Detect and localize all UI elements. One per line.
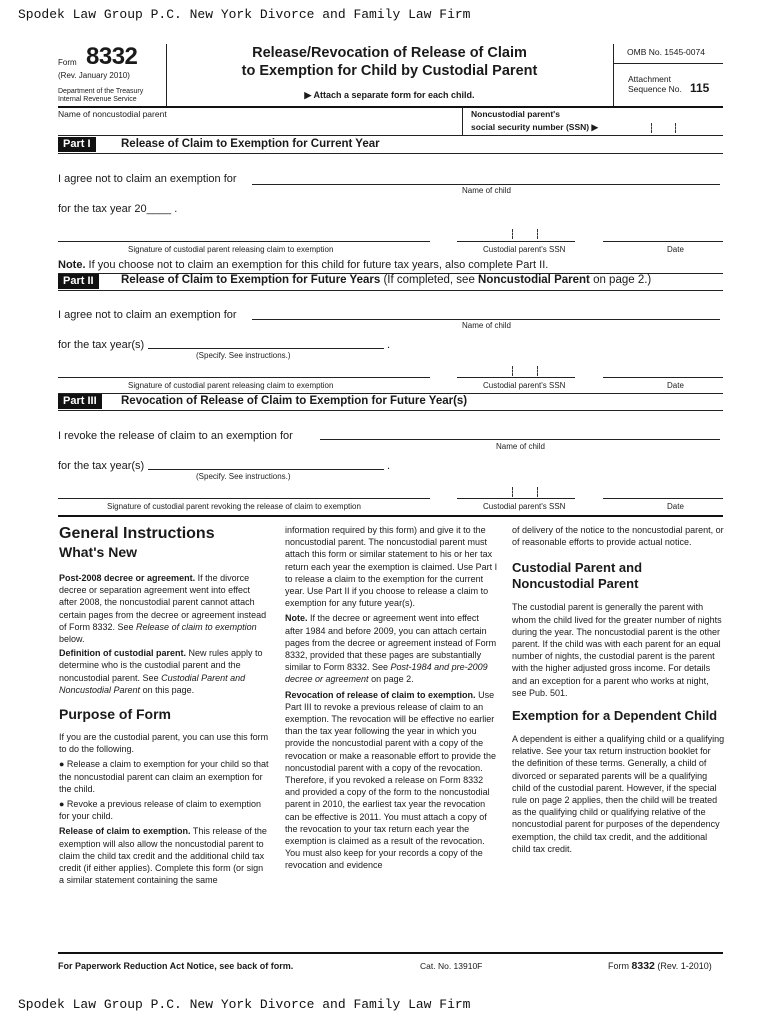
purpose-heading: Purpose of Form xyxy=(59,706,172,723)
part-2-tax-years-field[interactable] xyxy=(148,348,384,349)
column-3-paragraph-1: of delivery of the notice to the noncustodial parent, or of reasonable efforts to provide actual notice. xyxy=(512,525,724,548)
part-3-revoke-text: I revoke the release of claim to an exemption for xyxy=(58,430,293,442)
instructions-column-3 xyxy=(512,524,725,855)
part-1-tax-year-field[interactable]: for the tax year 20____ . xyxy=(58,203,178,215)
custodial-heading: Custodial Parent and Noncustodial Parent xyxy=(512,560,643,592)
exemption-heading: Exemption for a Dependent Child xyxy=(512,708,718,724)
part-1-ssn-caption: Custodial parent's SSN xyxy=(483,245,566,254)
form-title-line2: to Exemption for Child by Custodial Parent xyxy=(241,63,538,79)
part-2-sig-caption: Signature of custodial parent releasing claim to exemption xyxy=(128,381,334,390)
column-2-note: Note. If the decree or agreement went into effect after 1984 and before 2009, you can attach certain pages from the decree or agreement instead of Form 8332, provided that these pages are substantially similar to Form 8332. See Post-1984 and pre-2009 decree or agreement on page 2. xyxy=(285,613,497,685)
instructions-column-1 xyxy=(59,524,269,886)
exemption-paragraph: A dependent is either a qualifying child or a qualifying relative. See your tax return instruction booklet for the definition of these terms. Generally, a child of divorced or separated parents will be a qualifying child of the custodial parent. However, if the special rule on page 2 applies, then the child will be treated as the qualifying child or qualifying relative of the noncustodial parent for purposes of the dependency exemption, the child tax credit, and the additional child tax credit. xyxy=(512,734,725,854)
catalog-number: Cat. No. 13910F xyxy=(420,961,483,971)
noncustodial-name-label: Name of noncustodial parent xyxy=(58,109,167,119)
noncustodial-ssn-label-2: social security number (SSN) ▶ xyxy=(471,122,598,132)
revocation-paragraph: Revocation of release of claim to exemption. Use Part III to revoke a previous release of claim to an exemption. The revocation will be effective no earlier than the tax year following the year in which you provide the noncustodial parent with a copy of the revocation or make a reasonable effort to provide the noncustodial parent with a copy of the revocation. Therefore, if you revoked a release on Form 8332 and provided a copy of the form to the noncustodial parent in 2010, the earliest tax year the revocation can be effective is 2011. You must attach a copy of the revocation to your tax return each year the exemption is claimed as a result of the revocation. You must also keep for your records a copy of the revocation and evidence xyxy=(285,689,496,871)
part-3-ssn-caption: Custodial parent's SSN xyxy=(483,502,566,511)
footer-form-label: Form 8332 (Rev. 1-2010) xyxy=(608,960,712,972)
part-1-tag: Part I xyxy=(58,137,96,152)
form-word: Form xyxy=(58,58,77,67)
part-3-date-field[interactable] xyxy=(603,498,723,499)
part-2-title: Release of Claim to Exemption for Future Years (If completed, see Noncustodial Parent on page 2.) xyxy=(121,274,652,286)
purpose-bullet-1: ● Release a claim to exemption for your child so that the noncustodial parent can claim an exemption for the child. xyxy=(59,759,269,794)
part-2-specify-caption: (Specify. See instructions.) xyxy=(196,351,291,360)
part-1-title: Release of Claim to Exemption for Current Year xyxy=(121,138,380,150)
part-1-ssn-field[interactable] xyxy=(457,241,575,242)
part-3-title: Revocation of Release of Claim to Exemption for Future Year(s) xyxy=(121,395,468,407)
part-2-agree-text: I agree not to claim an exemption for xyxy=(58,309,237,321)
watermark-bottom: Spodek Law Group P.C. New York Divorce and Family Law Firm xyxy=(18,997,471,1012)
watermark-top: Spodek Law Group P.C. New York Divorce and Family Law Firm xyxy=(18,7,471,22)
post-2008-paragraph: Post-2008 decree or agreement. If the divorce decree or separation agreement went into effect after 2008, the noncustodial parent cannot attach certain pages from the decree or agreement instead of Form 8332. See Release of claim to exemption below. xyxy=(59,573,267,645)
part-3-signature-field[interactable] xyxy=(58,498,430,499)
attachment-label: Attachment xyxy=(628,74,671,84)
sequence-number: 115 xyxy=(690,81,710,95)
part-2-period: . xyxy=(387,339,391,351)
part-3-ssn-field[interactable] xyxy=(457,498,575,499)
attach-note: ▶ Attach a separate form for each child. xyxy=(304,90,475,100)
part-3-child-name-caption: Name of child xyxy=(496,442,545,451)
part-2-child-name-caption: Name of child xyxy=(462,321,511,330)
part-2-ssn-field[interactable] xyxy=(457,377,575,378)
part-2-signature-field[interactable] xyxy=(58,377,430,378)
form-number: 8332 xyxy=(86,43,138,70)
irs-label: Internal Revenue Service xyxy=(58,96,137,103)
noncustodial-ssn-label-1: Noncustodial parent's xyxy=(471,109,560,119)
part-1-sig-caption: Signature of custodial parent releasing claim to exemption xyxy=(128,245,334,254)
part-3-sig-caption: Signature of custodial parent revoking the release of claim to exemption xyxy=(107,502,361,511)
purpose-bullet-2: ● Revoke a previous release of claim to exemption for your child. xyxy=(59,799,262,822)
part-3-tax-years-label: for the tax year(s) xyxy=(58,460,145,472)
sequence-label: Sequence No. xyxy=(628,84,682,94)
part-1-signature-field[interactable] xyxy=(58,241,430,242)
part-2-date-field[interactable] xyxy=(603,377,723,378)
part-3-tag: Part III xyxy=(58,394,102,409)
part-2-child-name-field[interactable] xyxy=(252,319,720,320)
omb-number: OMB No. 1545-0074 xyxy=(627,47,705,57)
part-1-child-name-caption: Name of child xyxy=(462,186,511,195)
dept-treasury: Department of the Treasury xyxy=(58,88,144,95)
general-instructions-heading: General Instructions xyxy=(59,525,215,542)
part-1-child-name-field[interactable] xyxy=(252,184,720,185)
part-3-specify-caption: (Specify. See instructions.) xyxy=(196,472,291,481)
purpose-intro: If you are the custodial parent, you can use this form to do the following. xyxy=(59,732,269,755)
part-1-note: Note. If you choose not to claim an exemption for this child for future tax years, also complete Part II. xyxy=(58,259,549,271)
part-3-tax-years-field[interactable] xyxy=(148,469,384,470)
part-3-date-caption: Date xyxy=(667,502,684,511)
paperwork-notice: For Paperwork Reduction Act Notice, see back of form. xyxy=(58,961,294,971)
whats-new-heading: What's New xyxy=(59,544,138,560)
part-2-tax-years-label: for the tax year(s) xyxy=(58,339,145,351)
release-paragraph: Release of claim to exemption. This release of the exemption will also allow the noncustodial parent to claim the child tax credit and the additional child tax credit (if either applies). Complete this form (or sign a similar statement containing the same xyxy=(59,826,267,886)
part-2-ssn-caption: Custodial parent's SSN xyxy=(483,381,566,390)
part-3-child-name-field[interactable] xyxy=(320,439,720,440)
part-2-tag: Part II xyxy=(58,274,99,289)
part-1-date-field[interactable] xyxy=(603,241,723,242)
part-2-date-caption: Date xyxy=(667,381,684,390)
definition-paragraph: Definition of custodial parent. New rules apply to determine who is the custodial parent and the noncustodial parent. See Custodial Parent and Noncustodial Parent on this page. xyxy=(59,648,263,695)
custodial-paragraph: The custodial parent is generally the parent with whom the child lived for the greater number of nights during the year. The noncustodial parent is the other parent. If the child was with each parent for an equal number of nights, the custodial parent is the parent with the higher adjusted gross income. For details and an exception for a parent who works at night, see Pub. 501. xyxy=(512,602,722,698)
instructions-column-2 xyxy=(285,524,498,872)
column-2-paragraph-1: information required by this form) and give it to the noncustodial parent. The noncustodial parent must attach this form or similar statement to his or her tax return each year the exemption is claimed. Use Part I to release a claim to the exemption for the current year. Use Part II if you choose to release a claim to exemption for any future year(s). xyxy=(285,525,498,609)
part-1-date-caption: Date xyxy=(667,245,684,254)
part-1-agree-text: I agree not to claim an exemption for xyxy=(58,173,237,185)
form-title-line1: Release/Revocation of Release of Claim xyxy=(252,45,527,61)
part-3-period: . xyxy=(387,460,391,472)
form-revision: (Rev. January 2010) xyxy=(58,71,130,80)
